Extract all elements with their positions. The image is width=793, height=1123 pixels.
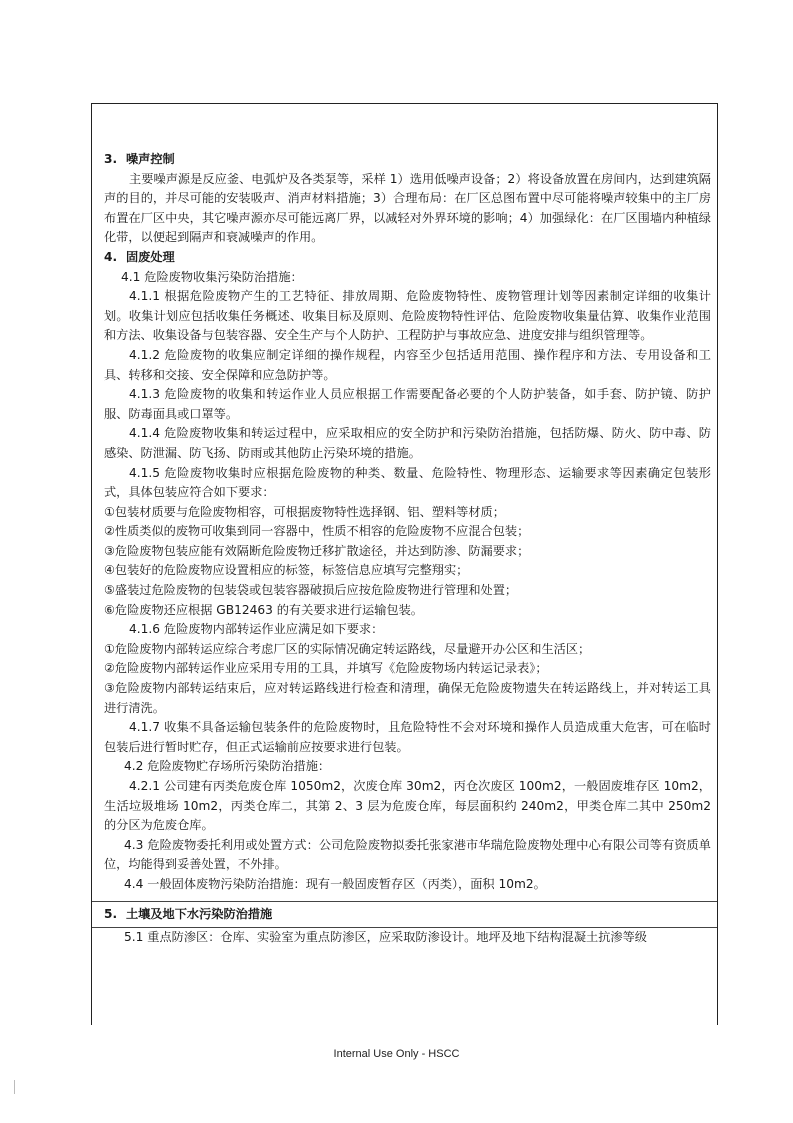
paragraph: 4.2 危险废物贮存场所污染防治措施：: [124, 759, 331, 774]
list-item: ⑤盛装过危险废物的包装袋或包装容器破损后应按危险废物进行管理和处置；: [104, 583, 518, 598]
paragraph: 4.1 危险废物收集污染防治措施：: [121, 269, 303, 284]
paragraph: 4.1.5 危险废物收集时应根据危险废物的种类、数量、危险特性、物理形态、运输要求等因素确定包装形式，具体包装应符合如下要求：: [104, 465, 711, 500]
paragraph: 4.1.6 危险废物内部转运作业应满足如下要求：: [129, 622, 384, 637]
paragraph: 4.1.4 危险废物收集和转运过程中，应采取相应的安全防护和污染防治措施，包括防爆、防火、防中毒、防感染、防泄漏、防飞扬、防雨或其他防止污染环境的措施。: [104, 426, 711, 460]
paragraph: 4.3 危险废物委托利用或处置方式：公司危险废物拟委托张家港市华瑞危险废物处理中心有限公司等有资质单位，均能得到妥善处置，不外排。: [104, 837, 711, 872]
paragraph: 主要噪声源是反应釜、电弧炉及各类泵等，采样 1）选用低噪声设备；2）将设备放置在房间内，达到建筑隔声的目的，并尽可能的安装吸声、消声材料措施；3）合理布局：在厂区总图布置中尽可能将噪声较集中的主厂房布置在厂区中央，其它噪声源亦尽可能远离厂界，以减轻对外界环境的影响；4）加强绿化：在厂区围墙内种植绿化带，以便起到隔声和衰减噪声的作用。: [104, 171, 711, 245]
section-heading-solid-waste: 4. 固废处理: [104, 249, 175, 264]
paragraph: 4.4 一般固体废物污染防治措施：现有一般固废暂存区（丙类），面积 10m2。: [92, 875, 717, 902]
list-item: ②危险废物内部转运作业应采用专用的工具，并填写《危险废物场内转运记录表》；: [104, 661, 548, 676]
paragraph: 4.1.3 危险废物的收集和转运作业人员应根据工作需要配备必要的个人防护装备，如手套、防护镜、防护服、防毒面具或口罩等。: [104, 387, 711, 421]
paragraph: 4.1.1 根据危险废物产生的工艺特征、排放周期、危险废物特性、废物管理计划等因素制定详细的收集计划。收集计划应包括收集任务概述、收集目标及原则、危险废物特性评估、危险废物收集量估算、收集作业范围和方法、收集设备与包装容器、安全生产与个人防护、工程防护与事故应急、进度安排与组织管理等。: [104, 289, 711, 343]
list-item: ③危险废物包装应能有效隔断危险废物迁移扩散途径，并达到防渗、防漏要求；: [104, 543, 530, 558]
section-heading-soil-groundwater: 5. 土壤及地下水污染防治措施: [92, 902, 717, 929]
paragraph: 4.2.1 公司建有丙类危废仓库 1050m2，次废仓库 30m2，丙仓次废区 100m2，一般固废堆存区 10m2，生活垃圾堆场 10m2，丙类仓库二，其第 2、3 层为危废仓库，每层面积约 240m2，甲类仓库二其中 250m2 的分区为危废仓库。: [104, 779, 711, 833]
page-footer: Internal Use Only - HSCC: [333, 1048, 460, 1060]
section-heading-noise: 3. 噪声控制: [104, 152, 175, 166]
list-item: ④包装好的危险废物应设置相应的标签，标签信息应填写完整翔实；: [104, 563, 469, 578]
list-item: ⑥危险废物还应根据 GB12463 的有关要求进行运输包装。: [104, 602, 423, 617]
scan-mark: [14, 1080, 15, 1094]
document-content: [104, 150, 711, 948]
document-frame: [91, 103, 718, 1025]
list-item: ③危险废物内部转运结束后，应对转运路线进行检查和清理，确保无危险废物遗失在转运路线上，并对转运工具进行清洗。: [104, 681, 711, 715]
paragraph: 4.1.7 收集不具备运输包装条件的危险废物时，且危险特性不会对环境和操作人员造成重大危害，可在临时包装后进行暂时贮存，但正式运输前应按要求进行包装。: [104, 720, 711, 754]
list-item: ①危险废物内部转运应综合考虑厂区的实际情况确定转运路线，尽量避开办公区和生活区；: [104, 641, 591, 656]
paragraph: 5.1 重点防渗区：仓库、实验室为重点防渗区，应采取防渗设计。地坪及地下结构混凝土抗渗等级: [124, 930, 647, 945]
list-item: ②性质类似的废物可收集到同一容器中，性质不相容的危险废物不应混合包装；: [104, 524, 530, 539]
paragraph: 4.1.2 危险废物的收集应制定详细的操作规程，内容至少包括适用范围、操作程序和方法、专用设备和工具、转移和交接、安全保障和应急防护等。: [104, 347, 711, 382]
list-item: ①包装材质要与危险废物相容，可根据废物特性选择钢、铝、塑料等材质；: [104, 504, 505, 519]
